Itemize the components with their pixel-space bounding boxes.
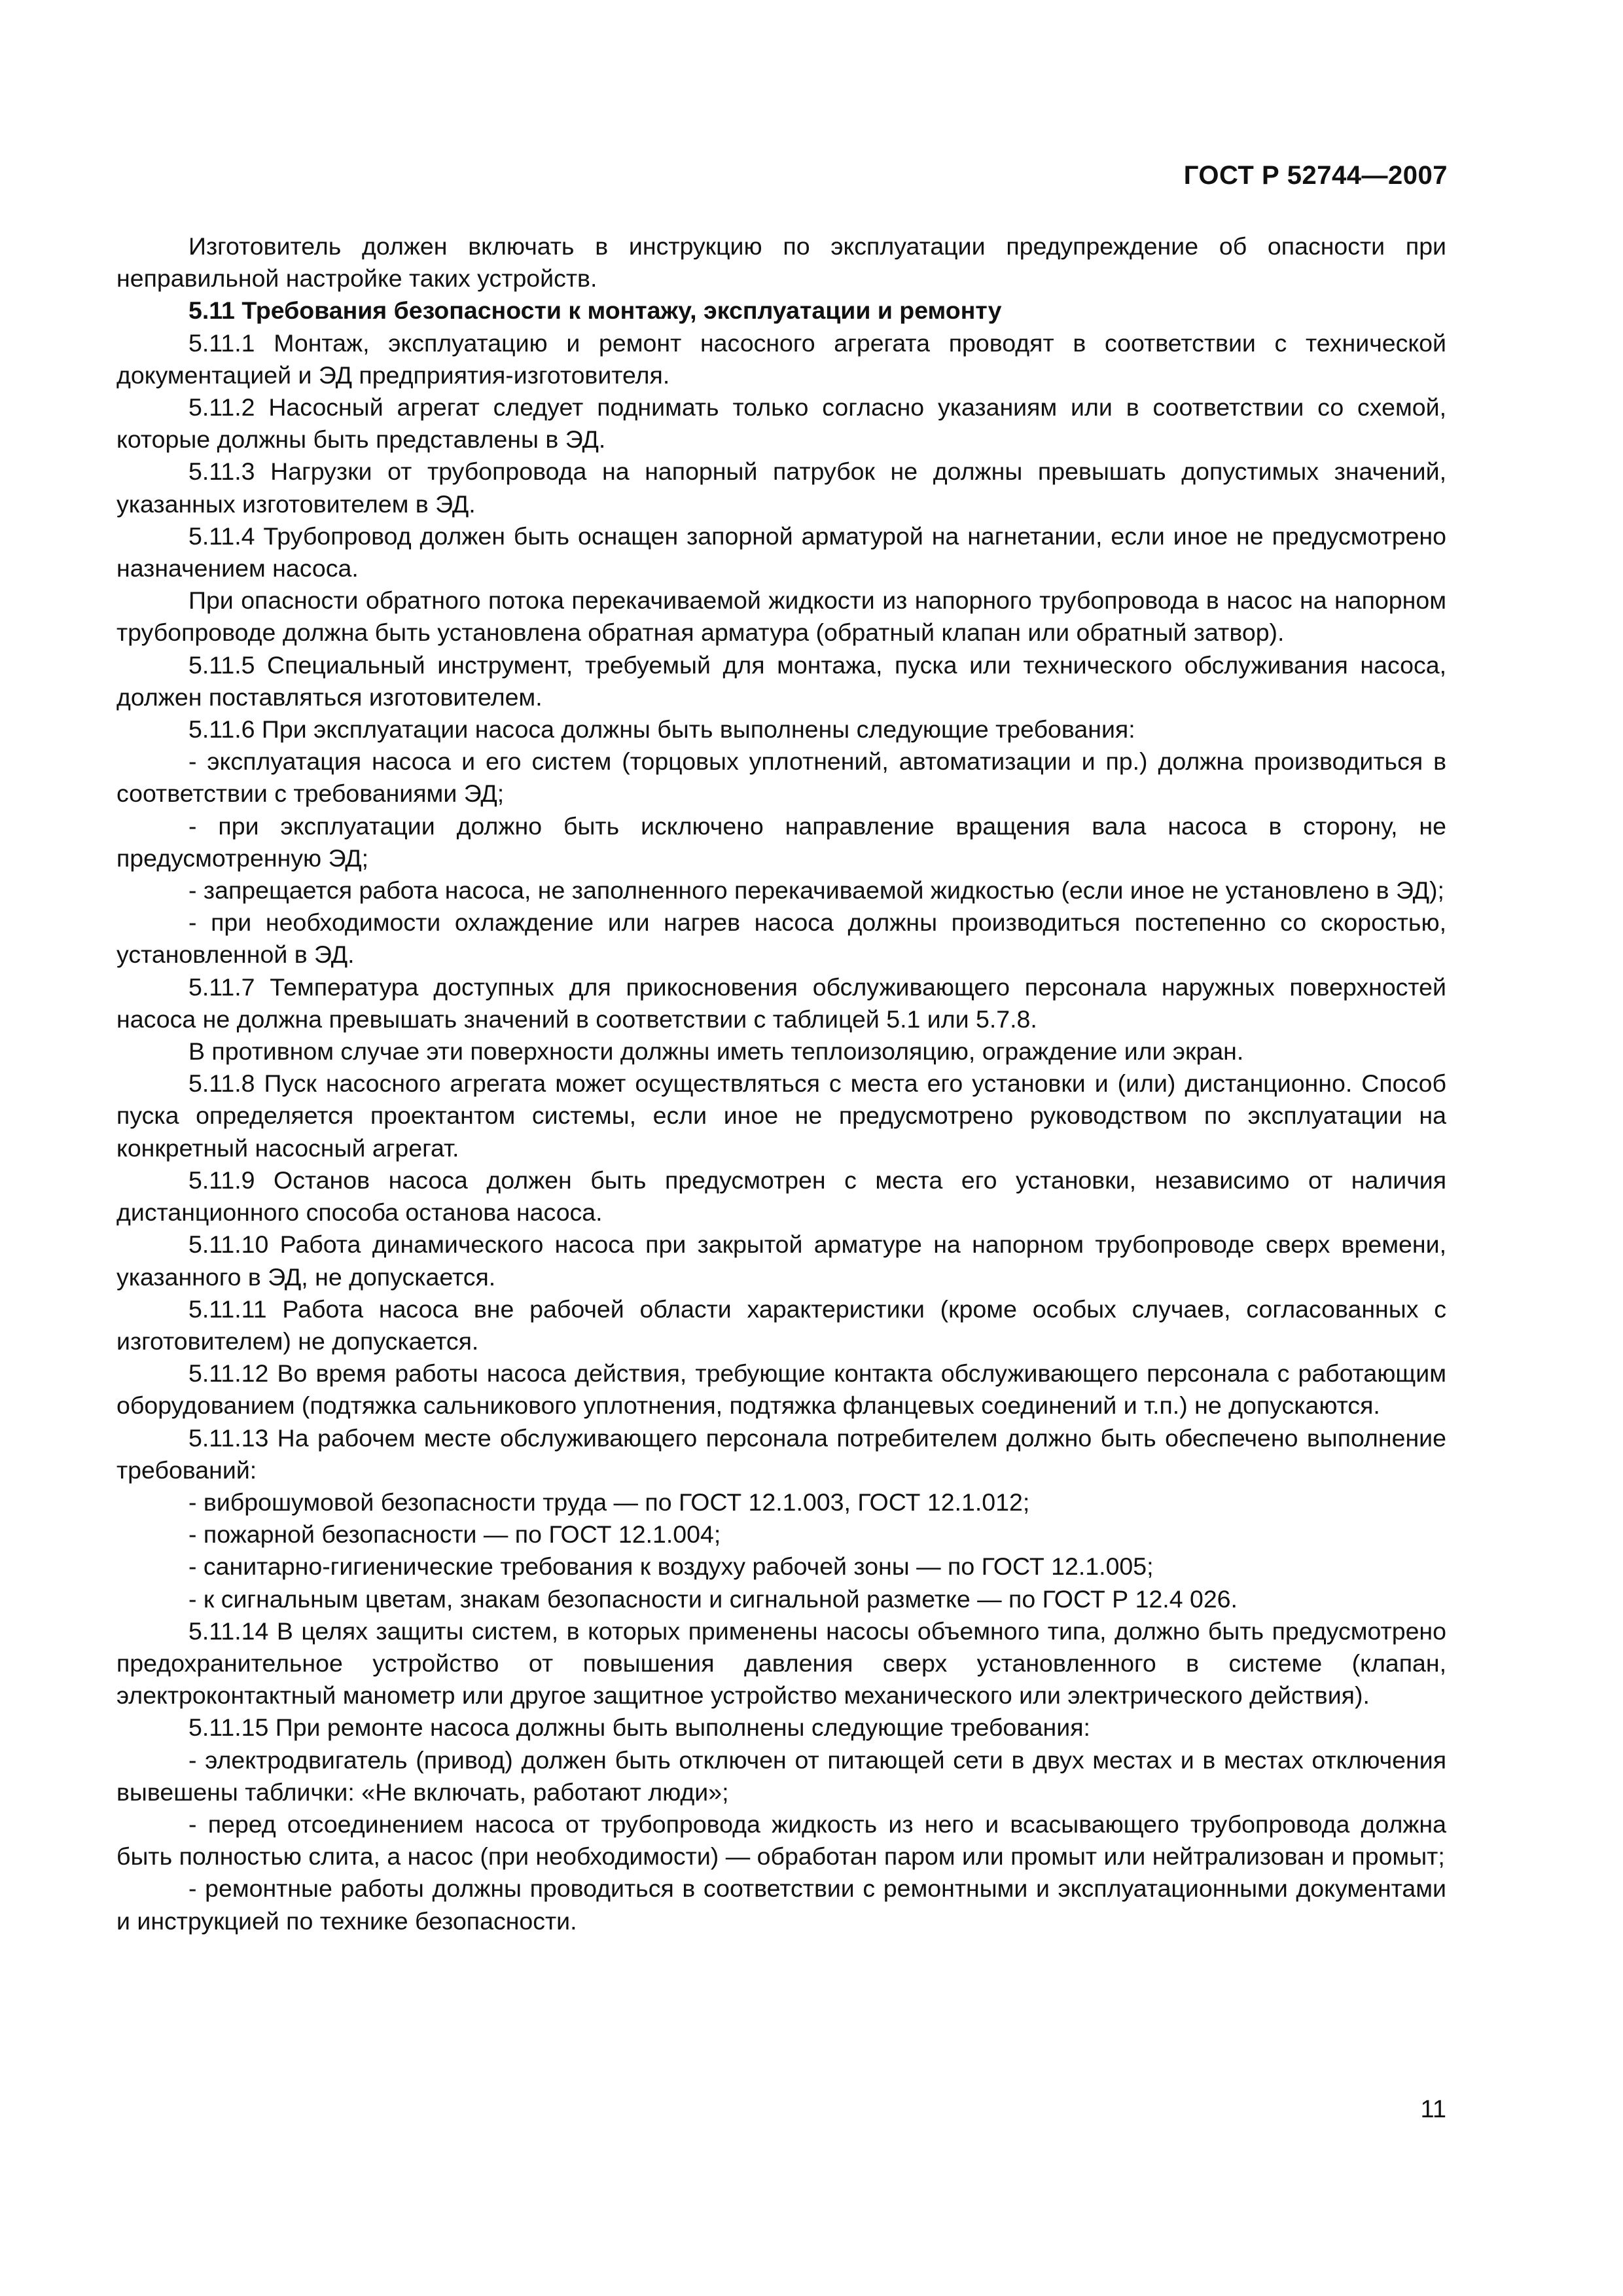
list-item: - при необходимости охлаждение или нагрев насоса должны производиться постепенно со скоростью, установленной в ЭД. (116, 908, 1446, 969)
list-item: - эксплуатация насоса и его систем (торцовых уплотнений, автоматизации и пр.) должна производиться в соответствии с требованиями ЭД; (116, 747, 1446, 808)
list-item: - виброшумовой безопасности труда — по ГОСТ 12.1.003, ГОСТ 12.1.012; (188, 1488, 1030, 1516)
paragraph: 5.11.8 Пуск насосного агрегата может осуществляться с места его установки и (или) дистанционно. Способ пуска определяется проектантом системы, если иное не предусмотрено руководством по эксплуатации на конкретный насосный агрегат. (116, 1069, 1446, 1162)
paragraph: 5.11.4 Трубопровод должен быть оснащен запорной арматурой на нагнетании, если иное не предусмотрено назначением насоса. (116, 522, 1446, 583)
paragraph: Изготовитель должен включать в инструкцию по эксплуатации предупреждение об опасности при неправильной настройке таких устройств. (116, 232, 1446, 293)
paragraph: 5.11.13 На рабочем месте обслуживающего персонала потребителем должно быть обеспечено выполнение требований: (116, 1424, 1446, 1484)
paragraph: В противном случае эти поверхности должны иметь теплоизоляцию, ограждение или экран. (188, 1037, 1244, 1066)
paragraph: 5.11.6 При эксплуатации насоса должны быть выполнены следующие требования: (188, 715, 1135, 744)
paragraph: 5.11.9 Останов насоса должен быть предусмотрен с места его установки, независимо от наличия дистанционного способа останова насоса. (116, 1166, 1446, 1227)
paragraph: 5.11.1 Монтаж, эксплуатацию и ремонт насосного агрегата проводят в соответствии с технической документацией и ЭД предприятия-изготовителя. (116, 329, 1446, 389)
list-item: - перед отсоединением насоса от трубопровода жидкость из него и всасывающего трубопровода должна быть полностью слита, а насос (при необходимости) — обработан паром или промыт или нейтрализован и промыт; (116, 1810, 1446, 1871)
paragraph: 5.11.7 Температура доступных для прикосновения обслуживающего персонала наружных поверхностей насоса не должна превышать значений в соответствии с таблицей 5.1 или 5.7.8. (116, 973, 1446, 1033)
section-heading: 5.11 Требования безопасности к монтажу, эксплуатации и ремонту (188, 296, 1002, 325)
list-item: - электродвигатель (привод) должен быть отключен от питающей сети в двух местах и в местах отключения вывешены таблички: «Не включать, работают люди»; (116, 1746, 1446, 1806)
paragraph: 5.11.5 Специальный инструмент, требуемый для монтажа, пуска или технического обслуживания насоса, должен поставляться изготовителем. (116, 651, 1446, 711)
document-id-header: ГОСТ Р 52744—2007 (1183, 161, 1448, 190)
paragraph: 5.11.15 При ремонте насоса должны быть выполнены следующие требования: (188, 1713, 1090, 1742)
list-item: - санитарно-гигиенические требования к воздуху рабочей зоны — по ГОСТ 12.1.005; (188, 1552, 1154, 1581)
document-body (116, 230, 1446, 1937)
list-item: - запрещается работа насоса, не заполненного перекачиваемой жидкостью (если иное не установлено в ЭД); (188, 876, 1444, 905)
paragraph: 5.11.3 Нагрузки от трубопровода на напорный патрубок не должны превышать допустимых значений, указанных изготовителем в ЭД. (116, 457, 1446, 518)
paragraph: 5.11.14 В целях защиты систем, в которых применены насосы объемного типа, должно быть предусмотрено предохранительное устройство от повышения давления сверх установленного в системе (клапан, электроконтактный манометр или другое защитное устройство механического или электрического действия). (116, 1617, 1446, 1710)
list-item: - к сигнальным цветам, знакам безопасности и сигнальной разметке — по ГОСТ Р 12.4 026. (188, 1585, 1238, 1613)
page-number: 11 (1420, 2096, 1446, 2123)
list-item: - при эксплуатации должно быть исключено направление вращения вала насоса в сторону, не предусмотренную ЭД; (116, 812, 1446, 872)
paragraph: При опасности обратного потока перекачиваемой жидкости из напорного трубопровода в насос на напорном трубопроводе должна быть установлена обратная арматура (обратный клапан или обратный затвор). (116, 586, 1446, 647)
paragraph: 5.11.10 Работа динамического насоса при закрытой арматуре на напорном трубопроводе сверх времени, указанного в ЭД, не допускается. (116, 1230, 1446, 1291)
paragraph: 5.11.12 Во время работы насоса действия, требующие контакта обслуживающего персонала с работающим оборудованием (подтяжка сальникового уплотнения, подтяжка фланцевых соединений и т.п.) не допускаются. (116, 1359, 1446, 1420)
list-item: - ремонтные работы должны проводиться в соответствии с ремонтными и эксплуатационными документами и инструкцией по технике безопасности. (116, 1874, 1446, 1935)
paragraph: 5.11.11 Работа насоса вне рабочей области характеристики (кроме особых случаев, согласованных с изготовителем) не допускается. (116, 1295, 1446, 1355)
list-item: - пожарной безопасности — по ГОСТ 12.1.004; (188, 1520, 721, 1549)
paragraph: 5.11.2 Насосный агрегат следует поднимать только согласно указаниям или в соответствии со схемой, которые должны быть представлены в ЭД. (116, 393, 1446, 454)
